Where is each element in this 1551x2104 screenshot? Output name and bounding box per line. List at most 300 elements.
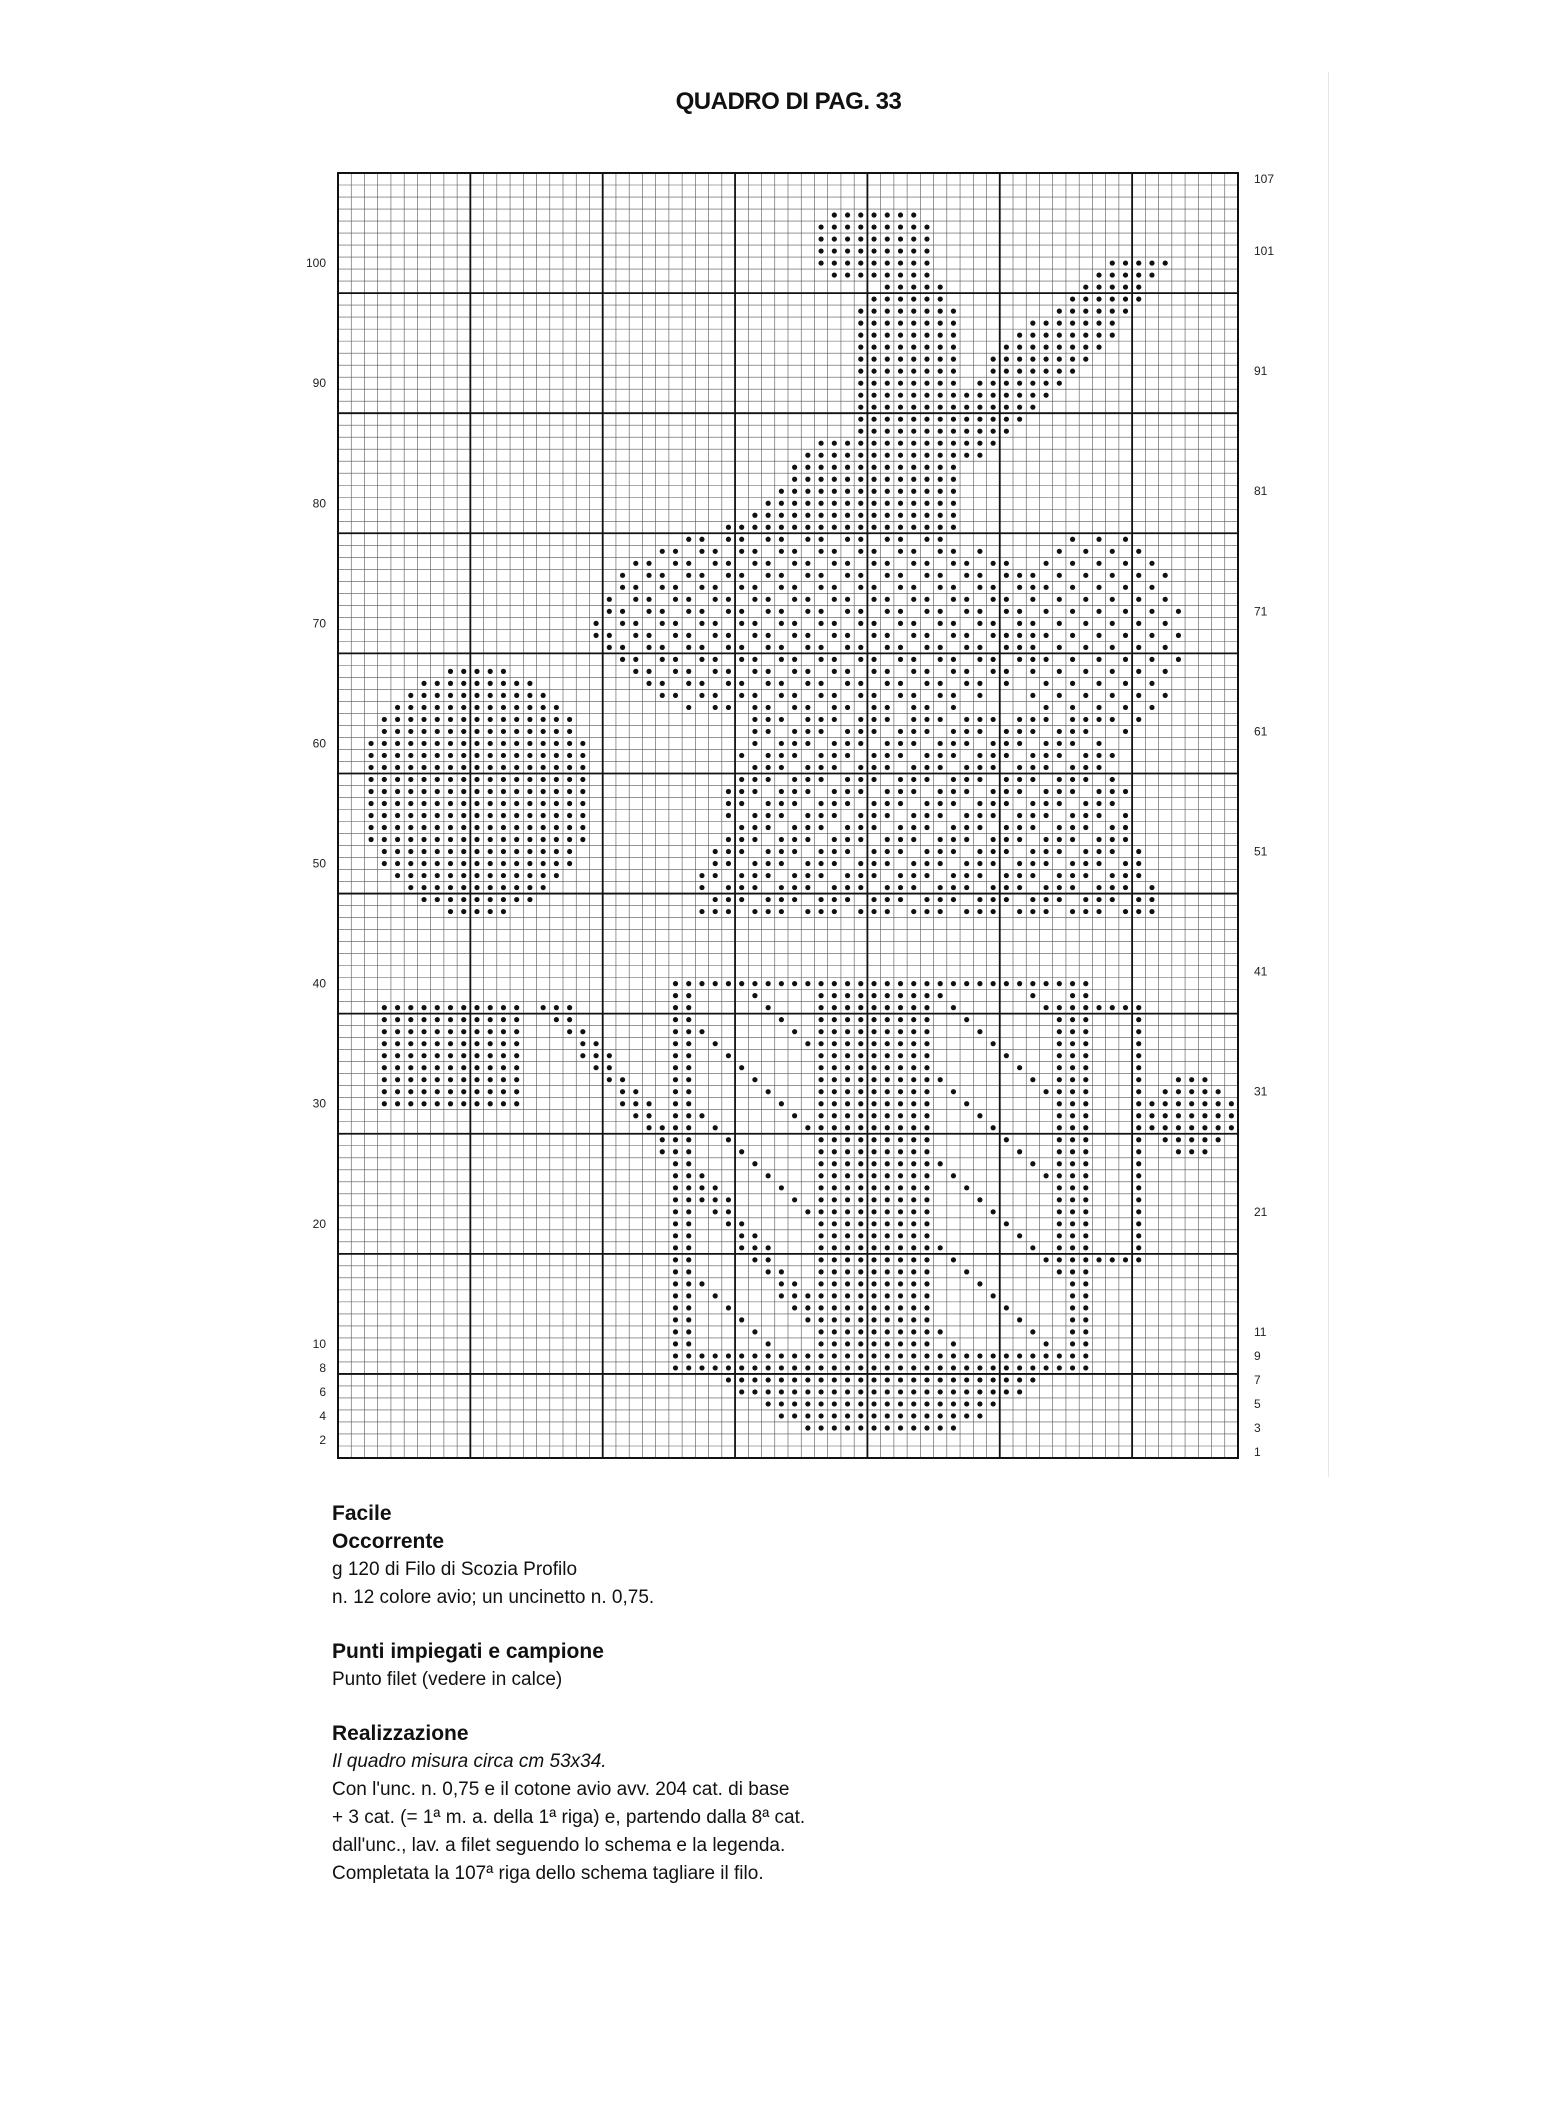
filled-cell [1123,296,1128,301]
filled-cell [845,1257,850,1262]
filled-cell [1070,1185,1075,1190]
filled-cell [673,1245,678,1250]
filled-cell [1070,825,1075,830]
filled-cell [1057,309,1062,314]
filled-cell [871,489,876,494]
filled-cell [805,1389,810,1394]
filled-cell [818,453,823,458]
filled-cell [818,645,823,650]
filled-cell [1110,849,1115,854]
filled-cell [501,693,506,698]
filled-cell [898,429,903,434]
filled-cell [752,813,757,818]
filled-cell [1043,1353,1048,1358]
filled-cell [885,1173,890,1178]
filled-cell [739,1233,744,1238]
filled-cell [461,825,466,830]
filled-cell [752,1329,757,1334]
filled-cell [766,681,771,686]
filled-cell [832,669,837,674]
filled-cell [951,369,956,374]
filled-cell [580,789,585,794]
filled-cell [1189,1113,1194,1118]
filled-cell [924,272,929,277]
filled-cell [1070,1077,1075,1082]
filled-cell [938,657,943,662]
filled-cell [1004,609,1009,614]
filled-cell [951,345,956,350]
filled-cell [1057,1197,1062,1202]
filled-cell [1017,813,1022,818]
filled-cell [501,777,506,782]
filled-cell [858,717,863,722]
filled-cell [620,609,625,614]
filled-cell [845,537,850,542]
filled-cell [448,741,453,746]
filled-cell [871,777,876,782]
filled-cell [938,693,943,698]
filled-cell [1004,405,1009,410]
filled-cell [501,837,506,842]
filled-cell [991,369,996,374]
filled-cell [421,1053,426,1058]
filled-cell [911,597,916,602]
filled-cell [832,1245,837,1250]
filled-cell [1043,369,1048,374]
filled-cell [1030,1353,1035,1358]
filled-cell [924,777,929,782]
filled-cell [805,861,810,866]
filled-cell [382,777,387,782]
filled-cell [1136,1101,1141,1106]
filled-cell [832,1329,837,1334]
filled-cell [541,825,546,830]
filled-cell [448,1065,453,1070]
filled-cell [832,1305,837,1310]
filled-cell [1030,585,1035,590]
filled-cell [845,1173,850,1178]
filled-cell [885,1293,890,1298]
filled-cell [368,765,373,770]
filled-cell [766,813,771,818]
filled-cell [686,573,691,578]
filled-cell [474,837,479,842]
filled-cell [924,1425,929,1430]
filled-cell [818,573,823,578]
filled-cell [898,1425,903,1430]
filled-cell [752,825,757,830]
filled-cell [713,1365,718,1370]
filled-cell [1070,1125,1075,1130]
filled-cell [726,669,731,674]
filled-cell [1136,272,1141,277]
filled-cell [898,645,903,650]
filled-cell [845,1113,850,1118]
filled-cell [686,1161,691,1166]
filled-cell [871,621,876,626]
filled-cell [686,1041,691,1046]
filled-cell [964,1185,969,1190]
filled-cell [792,621,797,626]
filled-cell [421,765,426,770]
filled-cell [964,861,969,866]
filled-cell [448,909,453,914]
filled-cell [1057,549,1062,554]
filled-cell [871,717,876,722]
filled-cell [1123,705,1128,710]
filled-cell [461,705,466,710]
filled-cell [858,429,863,434]
filled-cell [1070,1221,1075,1226]
filled-cell [964,741,969,746]
filled-cell [818,657,823,662]
filled-cell [938,284,943,289]
filled-cell [673,1353,678,1358]
filled-cell [832,993,837,998]
filled-cell [368,789,373,794]
filled-cell [421,777,426,782]
filled-cell [1202,1113,1207,1118]
filled-cell [660,1149,665,1154]
filled-cell [911,813,916,818]
filled-cell [858,537,863,542]
filled-cell [871,849,876,854]
filled-cell [1070,1209,1075,1214]
filled-cell [1216,1125,1221,1130]
filled-cell [938,429,943,434]
filled-cell [1043,705,1048,710]
filled-cell [885,1305,890,1310]
filled-cell [686,1089,691,1094]
filled-cell [686,1305,691,1310]
filled-cell [924,1065,929,1070]
filled-cell [1110,897,1115,902]
filled-cell [474,681,479,686]
filled-cell [752,1353,757,1358]
filled-cell [845,873,850,878]
filled-cell [792,657,797,662]
filled-cell [951,777,956,782]
filled-cell [871,549,876,554]
filled-cell [395,1089,400,1094]
filled-cell [1083,813,1088,818]
filled-cell [938,609,943,614]
filled-cell [885,489,890,494]
filled-cell [435,1089,440,1094]
filled-cell [1096,561,1101,566]
filled-cell [501,1029,506,1034]
filled-cell [713,1185,718,1190]
filled-cell [871,981,876,986]
filled-cell [448,717,453,722]
filled-cell [858,1353,863,1358]
filled-cell [527,789,532,794]
filled-cell [977,693,982,698]
filled-cell [633,621,638,626]
filled-cell [964,429,969,434]
filled-cell [1229,1113,1234,1118]
filled-cell [938,501,943,506]
filled-cell [1123,537,1128,542]
filled-cell [1057,1257,1062,1262]
filled-cell [1136,1065,1141,1070]
filled-cell [818,1353,823,1358]
filled-cell [474,693,479,698]
filled-cell [1123,861,1128,866]
filled-cell [527,885,532,890]
filled-cell [818,1137,823,1142]
grid-minor-lines [338,173,1238,1458]
filled-cell [1083,1233,1088,1238]
filled-cell [858,621,863,626]
filled-cell [845,633,850,638]
filled-cell [1070,1329,1075,1334]
filled-cell [1017,981,1022,986]
filled-cell [673,1017,678,1022]
filled-cell [1083,1005,1088,1010]
filled-cell [911,1413,916,1418]
filled-cell [766,669,771,674]
filled-cell [885,849,890,854]
filled-cell [1083,1353,1088,1358]
filled-cell [911,1017,916,1022]
filled-cell [699,657,704,662]
filled-cell [898,873,903,878]
filled-cell [818,1197,823,1202]
filled-cell [1004,369,1009,374]
filled-cell [832,1269,837,1274]
filled-cell [1110,284,1115,289]
filled-cell [924,1089,929,1094]
filled-cell [871,693,876,698]
filled-cell [752,705,757,710]
filled-cell [474,885,479,890]
filled-cell [977,753,982,758]
filled-cell [885,429,890,434]
filled-cell [1136,1257,1141,1262]
filled-cell [1004,849,1009,854]
filled-cell [924,1281,929,1286]
filled-cell [885,1185,890,1190]
filled-cell [421,693,426,698]
filled-cell [699,1281,704,1286]
filled-cell [1123,272,1128,277]
filled-cell [686,645,691,650]
filled-cell [871,345,876,350]
filled-cell [885,1365,890,1370]
filled-cell [1004,1053,1009,1058]
filled-cell [792,669,797,674]
filled-cell [567,729,572,734]
filled-cell [448,789,453,794]
filled-cell [818,1389,823,1394]
filled-cell [805,885,810,890]
filled-cell [964,825,969,830]
filled-cell [871,1089,876,1094]
filled-cell [885,765,890,770]
filled-cell [1123,1257,1128,1262]
filled-cell [871,1053,876,1058]
filled-cell [977,549,982,554]
filled-cell [527,801,532,806]
filled-cell [832,693,837,698]
filled-cell [911,837,916,842]
filled-cell [951,477,956,482]
filled-cell [488,861,493,866]
filled-cell [1043,1257,1048,1262]
filled-cell [858,212,863,217]
filled-cell [898,801,903,806]
filled-cell [845,1005,850,1010]
filled-cell [739,753,744,758]
filled-cell [474,705,479,710]
filled-cell [554,873,559,878]
filled-cell [964,813,969,818]
filled-cell [951,801,956,806]
filled-cell [898,1185,903,1190]
filled-cell [421,1029,426,1034]
filled-cell [898,741,903,746]
filled-cell [514,1017,519,1022]
filled-cell [885,885,890,890]
filled-cell [382,849,387,854]
filled-cell [1096,765,1101,770]
filled-cell [527,705,532,710]
filled-cell [1110,753,1115,758]
filled-cell [964,1377,969,1382]
filled-cell [845,705,850,710]
filled-cell [541,837,546,842]
filled-cell [792,705,797,710]
filled-cell [514,1077,519,1082]
filled-cell [474,861,479,866]
filled-cell [1083,1365,1088,1370]
filled-cell [567,801,572,806]
filled-cell [766,1389,771,1394]
filled-cell [832,813,837,818]
filled-cell [1096,657,1101,662]
filled-cell [898,441,903,446]
filled-cell [885,1413,890,1418]
filled-cell [898,345,903,350]
filled-cell [1096,296,1101,301]
filled-cell [501,669,506,674]
filled-cell [421,1077,426,1082]
filled-cell [818,1425,823,1430]
row-label-left: 90 [312,376,326,391]
row-label-right: 9 [1254,1348,1261,1363]
filled-cell [951,873,956,878]
filled-cell [435,1041,440,1046]
filled-cell [1017,621,1022,626]
filled-cell [951,429,956,434]
filled-cell [1136,1029,1141,1034]
filled-cell [686,1137,691,1142]
filled-cell [673,1125,678,1130]
filled-cell [1004,669,1009,674]
filled-cell [911,333,916,338]
filled-cell [898,693,903,698]
filled-cell [713,633,718,638]
filled-cell [977,1029,982,1034]
filled-cell [739,693,744,698]
filled-cell [951,309,956,314]
filled-cell [924,729,929,734]
filled-cell [858,1413,863,1418]
filled-cell [818,813,823,818]
filled-cell [1083,1257,1088,1262]
filled-cell [527,837,532,842]
filled-cell [435,1053,440,1058]
filled-cell [832,849,837,854]
filled-cell [488,909,493,914]
filled-cell [421,1101,426,1106]
filled-cell [779,861,784,866]
filled-cell [964,885,969,890]
filled-cell [805,1317,810,1322]
filled-cell [911,309,916,314]
filled-cell [726,1365,731,1370]
filled-cell [1110,669,1115,674]
filled-cell [871,801,876,806]
filled-cell [1057,333,1062,338]
filled-cell [871,1269,876,1274]
filled-cell [1136,669,1141,674]
filled-cell [832,1029,837,1034]
filled-cell [858,1065,863,1070]
filled-cell [474,873,479,878]
filled-cell [1057,1233,1062,1238]
filled-cell [766,609,771,614]
filled-cell [1123,657,1128,662]
filled-cell [911,549,916,554]
filled-cell [858,1365,863,1370]
filled-cell [951,1341,956,1346]
filled-cell [818,224,823,229]
filled-cell [977,981,982,986]
filled-cell [620,621,625,626]
filled-cell [924,1077,929,1082]
filled-cell [924,1149,929,1154]
filled-cell [1163,669,1168,674]
filled-cell [501,1077,506,1082]
filled-cell [1136,717,1141,722]
filled-cell [1070,1293,1075,1298]
filled-cell [1083,1221,1088,1226]
filled-cell [977,1413,982,1418]
filled-cell [1030,897,1035,902]
filled-cell [1083,1305,1088,1310]
filled-cell [527,765,532,770]
filled-cell [739,1389,744,1394]
filled-cell [924,753,929,758]
filled-cell [924,1413,929,1418]
filled-cell [991,381,996,386]
filled-cell [435,777,440,782]
filled-cell [435,1017,440,1022]
filled-cell [832,1317,837,1322]
filled-cell [514,1089,519,1094]
filled-cell [368,741,373,746]
filled-cell [435,873,440,878]
filled-cell [660,681,665,686]
filled-cell [792,1377,797,1382]
filled-cell [832,1041,837,1046]
filled-cell [1057,1089,1062,1094]
filled-cell [845,1101,850,1106]
filled-cell [395,1053,400,1058]
filled-cell [739,1245,744,1250]
